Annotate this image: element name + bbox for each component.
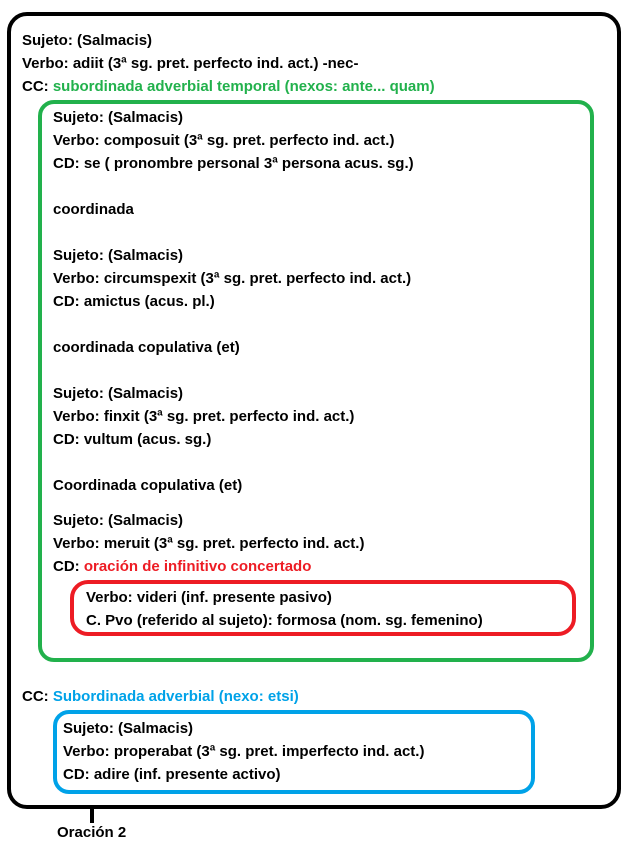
main-subject: Sujeto: (Salmacis) <box>22 32 153 49</box>
main-cc-value: subordinada adverbial temporal (nexos: ante... quam) <box>52 78 435 95</box>
caption-connector-line <box>90 809 94 823</box>
block4-verb: Verbo: meruit (3ª sg. pret. perfecto ind. act.) <box>53 535 365 552</box>
block1-verb: Verbo: composuit (3ª sg. pret. perfecto ind. act.) <box>53 132 395 149</box>
block3-verb: Verbo: finxit (3ª sg. pret. perfecto ind. act.) <box>53 408 355 425</box>
main-verb: Verbo: adiit (3ª sg. pret. perfecto ind. act.) -nec- <box>22 55 359 72</box>
conjunction-1: coordinada <box>53 201 134 218</box>
block3-cd: CD: vultum (acus. sg.) <box>53 431 212 448</box>
block2-verb: Verbo: circumspexit (3ª sg. pret. perfecto ind. act.) <box>53 270 412 287</box>
block4-cd-line <box>53 558 311 576</box>
block3-subject: Sujeto: (Salmacis) <box>53 385 184 402</box>
etsi-cc-value: Subordinada adverbial (nexo: etsi) <box>52 688 299 705</box>
infinitive-cpvo: C. Pvo (referido al sujeto): formosa (nom. sg. femenino) <box>86 612 483 629</box>
block1-subject: Sujeto: (Salmacis) <box>53 109 184 126</box>
main-cc-line <box>22 78 435 96</box>
infinitive-verb: Verbo: videri (inf. presente pasivo) <box>86 589 332 606</box>
block2-cd: CD: amictus (acus. pl.) <box>53 293 215 310</box>
etsi-subject: Sujeto: (Salmacis) <box>63 720 194 737</box>
etsi-verb: Verbo: properabat (3ª sg. pret. imperfecto ind. act.) <box>63 743 425 760</box>
etsi-cd: CD: adire (inf. presente activo) <box>63 766 281 783</box>
block1-cd: CD: se ( pronombre personal 3ª persona acus. sg.) <box>53 155 414 172</box>
block4-subject: Sujeto: (Salmacis) <box>53 512 184 529</box>
conjunction-2: coordinada copulativa (et) <box>53 339 240 356</box>
block4-cd-value: oración de infinitivo concertado <box>83 558 312 575</box>
temporal-clause-box <box>38 100 594 662</box>
main-cc-label: CC: <box>22 78 49 95</box>
etsi-cc-line <box>22 688 299 706</box>
block2-subject: Sujeto: (Salmacis) <box>53 247 184 264</box>
conjunction-3: Coordinada copulativa (et) <box>53 477 243 494</box>
etsi-cc-label: CC: <box>22 688 49 705</box>
block4-cd-label: CD: <box>53 558 80 575</box>
sentence-caption: Oración 2 <box>57 824 127 841</box>
